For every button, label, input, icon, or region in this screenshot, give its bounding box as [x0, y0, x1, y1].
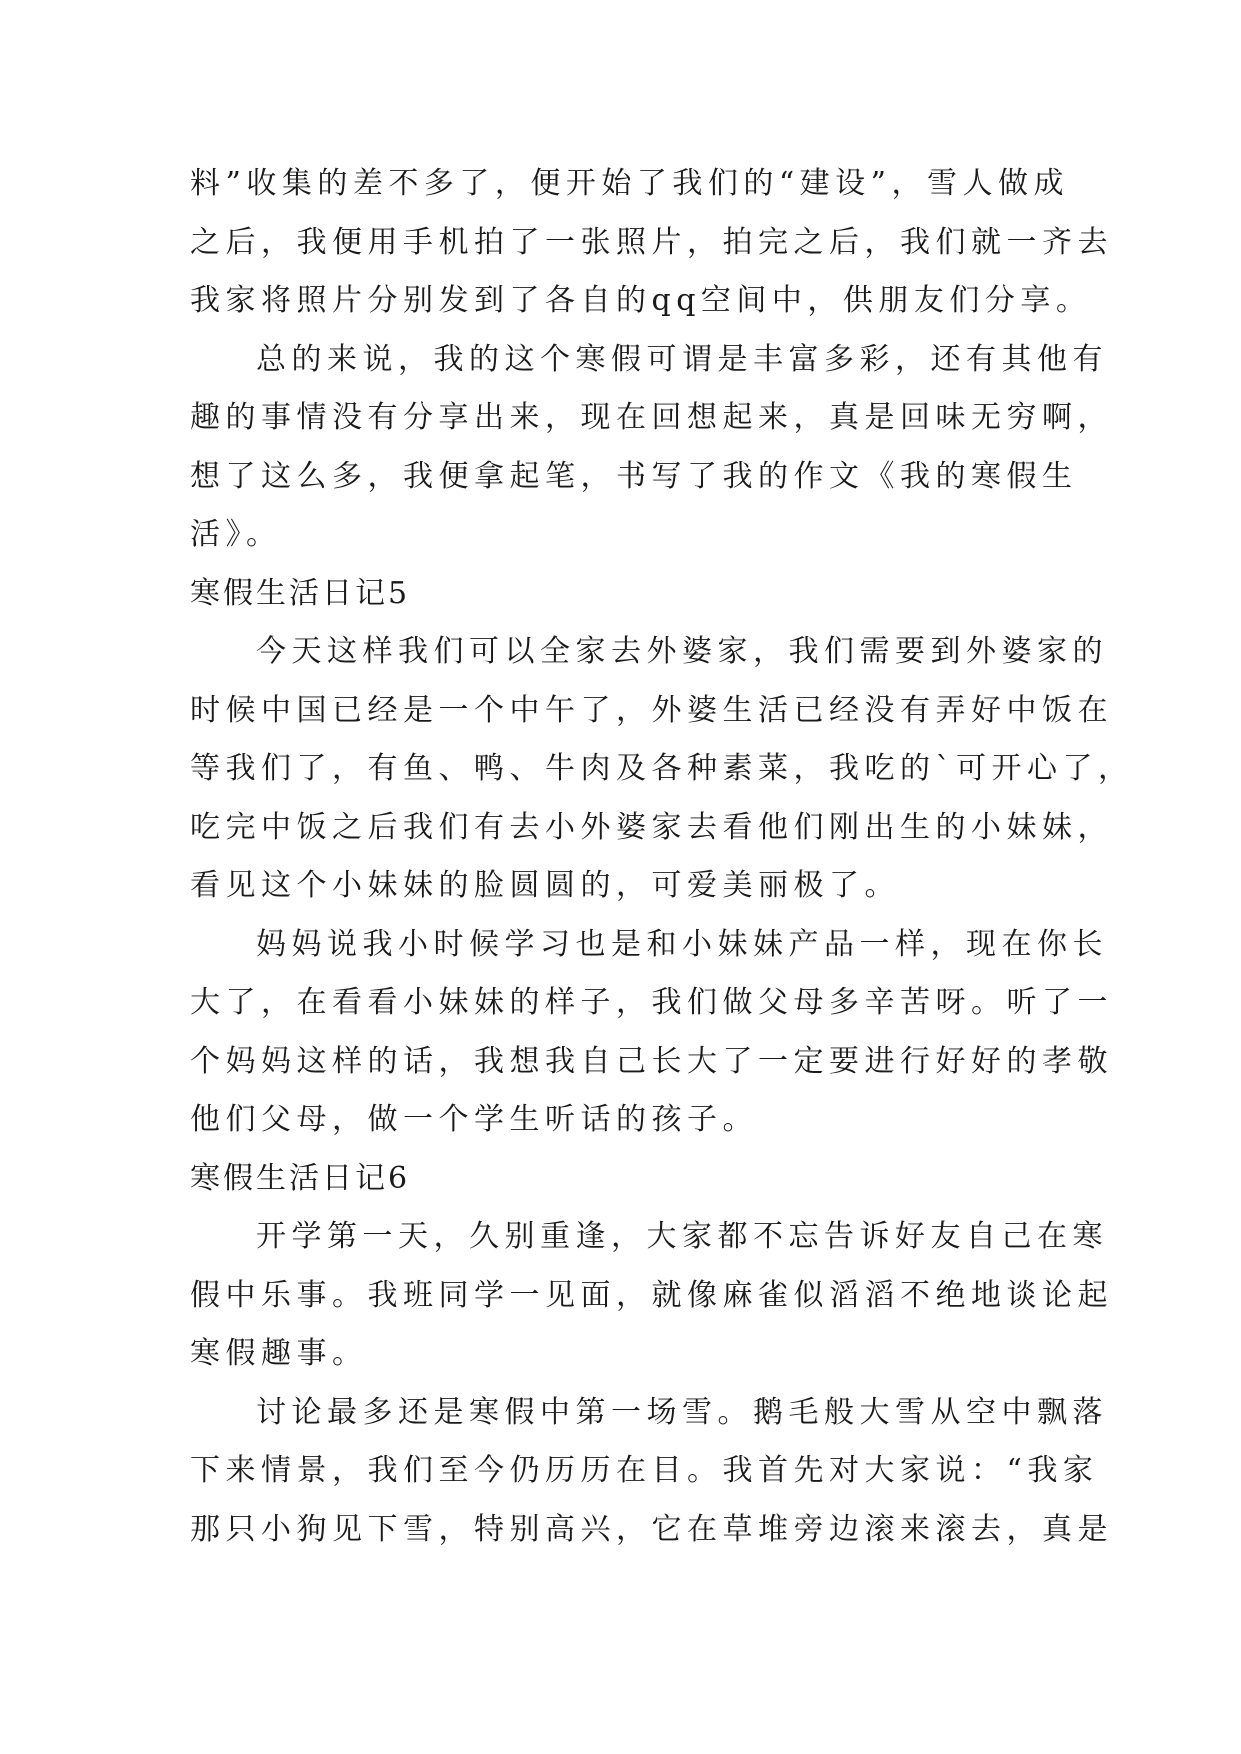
- section-heading: 寒假生活日记6: [190, 1160, 411, 1196]
- text-line: 个妈妈这样的话，我想我自己长大了一定要进行好好的孝敬: [190, 1043, 1113, 1079]
- text-line: 活》。: [190, 517, 282, 552]
- text-line: 假中乐事。我班同学一见面，就像麻雀似滔滔不绝地谈论起: [190, 1277, 1113, 1313]
- text-line: 看见这个小妹妹的脸圆圆的，可爱美丽极了。: [190, 868, 900, 903]
- text-line: 之后，我便用手机拍了一张照片，拍完之后，我们就一齐去: [190, 224, 1113, 260]
- text-line: 妈妈说我小时候学习也是和小妹妹产品一样，现在你长: [256, 926, 1108, 962]
- text-line: 想了这么多，我便拿起笔，书写了我的作文《我的寒假生: [190, 458, 1078, 494]
- section-heading: 寒假生活日记5: [190, 575, 411, 611]
- text-line: 寒假趣事。: [190, 1336, 368, 1371]
- text-line: 那只小狗见下雪，特别高兴，它在草堆旁边滚来滚去，真是: [190, 1511, 1113, 1547]
- text-line: 今天这样我们可以全家去外婆家，我们需要到外婆家的: [256, 634, 1108, 669]
- text-line: 他们父母，做一个学生听话的孩子。: [190, 1102, 758, 1137]
- text-line: 大了，在看看小妹妹的样子，我们做父母多辛苦呀。听了一: [190, 985, 1113, 1020]
- text-line: 时候中国已经是一个中午了，外婆生活已经没有弄好中饭在: [190, 692, 1113, 728]
- text-line: 等我们了，有鱼、鸭、牛肉及各种素菜，我吃的`可开心了，: [190, 751, 1134, 786]
- text-line: 趣的事情没有分享出来，现在回想起来，真是回味无穷啊，: [190, 400, 1113, 435]
- text-line: 总的来说，我的这个寒假可谓是丰富多彩，还有其他有: [256, 341, 1108, 377]
- text-line: 开学第一天，久别重逢，大家都不忘告诉好友自己在寒: [256, 1219, 1108, 1254]
- text-line: 我家将照片分别发到了各自的qq空间中，供朋友们分享。: [190, 283, 1092, 318]
- text-line: 讨论最多还是寒假中第一场雪。鹅毛般大雪从空中飘落: [256, 1394, 1108, 1430]
- text-line: 吃完中饭之后我们有去小外婆家去看他们刚出生的小妹妹，: [190, 809, 1113, 845]
- document-body: [190, 155, 1134, 1559]
- text-line: 料”收集的差不多了，便开始了我们的“建设”，雪人做成: [190, 166, 1070, 201]
- text-line: 下来情景，我们至今仍历历在目。我首先对大家说：“我家: [190, 1453, 1099, 1488]
